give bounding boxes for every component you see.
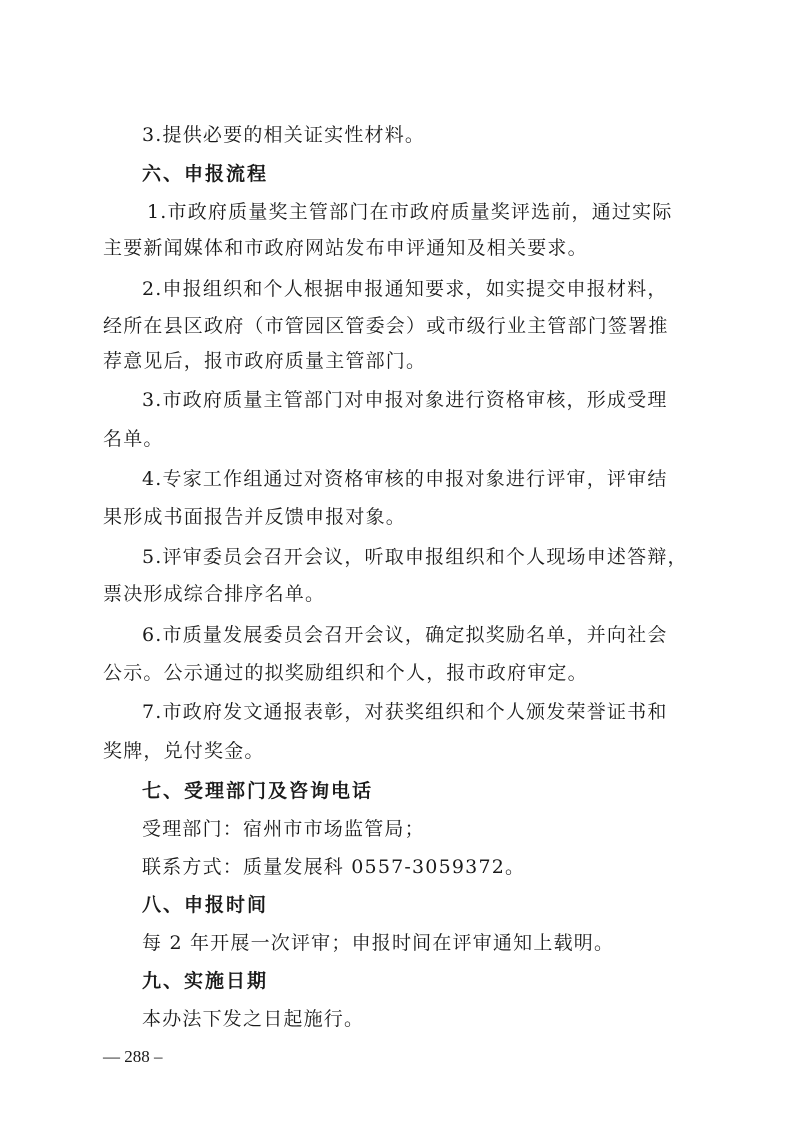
paragraph-line: 本办法下发之日起施行。 xyxy=(142,1008,365,1030)
paragraph-line: 受理部门：宿州市市场监管局； xyxy=(142,818,425,840)
paragraph-line: 3.市政府质量主管部门对申报对象进行资格审核，形成受理 xyxy=(142,389,668,411)
section-heading: 七、受理部门及咨询电话 xyxy=(142,780,374,802)
section-heading: 六、申报流程 xyxy=(142,163,269,185)
paragraph-line: 1.市政府质量奖主管部门在市政府质量奖评选前，通过实际 xyxy=(147,201,673,223)
paragraph-line: 名单。 xyxy=(103,428,164,450)
paragraph-line: 每 2 年开展一次评审；申报时间在评审通知上载明。 xyxy=(142,932,615,954)
paragraph-line: 6.市质量发展委员会召开会议，确定拟奖励名单，并向社会 xyxy=(142,624,668,646)
paragraph-line: 奖牌，兑付奖金。 xyxy=(103,740,265,762)
section-heading: 八、申报时间 xyxy=(142,894,269,916)
paragraph-line: 经所在县区政府（市管园区管委会）或市级行业主管部门签署推 xyxy=(103,315,669,337)
paragraph-line: 荐意见后，报市政府质量主管部门。 xyxy=(103,350,427,372)
section-heading: 九、实施日期 xyxy=(142,970,269,992)
paragraph-line: 票决形成综合排序名单。 xyxy=(103,583,326,605)
paragraph-line: 果形成书面报告并反馈申报对象。 xyxy=(103,506,407,528)
page-number: — 288 – xyxy=(103,1047,163,1066)
paragraph-line: 3.提供必要的相关证实性材料。 xyxy=(142,124,426,146)
paragraph-line: 7.市政府发文通报表彰，对获奖组织和个人颁发荣誉证书和 xyxy=(142,701,668,723)
paragraph-line: 4.专家工作组通过对资格审核的申报对象进行评审，评审结 xyxy=(142,468,668,490)
paragraph-line: 公示。公示通过的拟奖励组织和个人，报市政府审定。 xyxy=(103,662,588,684)
paragraph-line: 主要新闻媒体和市政府网站发布申评通知及相关要求。 xyxy=(103,237,588,259)
paragraph-line: 2.申报组织和个人根据申报通知要求，如实提交申报材料， xyxy=(142,278,668,300)
paragraph-line: 联系方式：质量发展科 0557-3059372。 xyxy=(142,856,526,878)
paragraph-line: 5.评审委员会召开会议，听取申报组织和个人现场申述答辩， xyxy=(142,546,688,568)
